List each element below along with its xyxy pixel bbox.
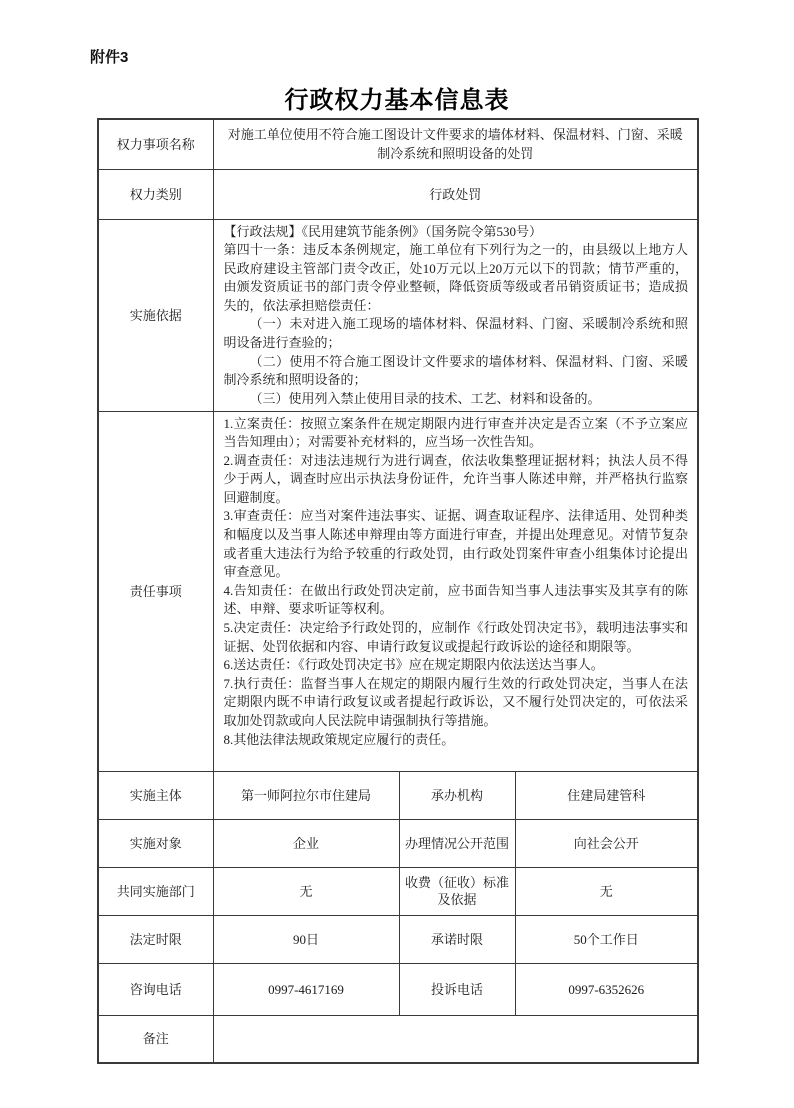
value-duties: [213, 411, 698, 771]
label-promise-limit: 承诺时限: [399, 915, 515, 963]
value-complaint-phone: 0997-6352626: [515, 963, 698, 1015]
value-fee: 无: [515, 867, 698, 915]
row-duties: [98, 411, 698, 771]
value-disclosure: 向社会公开: [515, 819, 698, 867]
basis-paragraph: 【行政法规】《民用建筑节能条例》（国务院令第530号）: [223, 223, 543, 239]
value-promise-limit: 50个工作日: [515, 915, 698, 963]
row-item-name: [98, 119, 698, 169]
row-implementer: [98, 771, 698, 819]
duty-item: 6.送达责任：《行政处罚决定书》应在规定期限内依法送达当事人。: [223, 657, 604, 673]
basis-paragraph: （一）未对进入施工现场的墙体材料、保温材料、门窗、采暖制冷系统和照明设备进行查验的；: [223, 316, 689, 351]
value-target: 企业: [213, 819, 399, 867]
basis-paragraph: （二）使用不符合施工图设计文件要求的墙体材料、保温材料、门窗、采暖制冷系统和照明设备的；: [223, 353, 689, 388]
duty-item: 3.审查责任：应当对案件违法事实、证据、调查取证程序、法律适用、处罚种类和幅度以及当事人陈述申辩理由等方面进行审查，并提出处理意见。对情节复杂或者重大违法行为给予较重的行政处罚，由行政处罚案件审查小组集体讨论提出审查意见。: [223, 508, 689, 580]
duty-item: 8.其他法律法规政策规定应履行的责任。: [223, 731, 455, 747]
row-joint-dept: [98, 867, 698, 915]
basis-paragraph: 第四十一条：违反本条例规定，施工单位有下列行为之一的，由县级以上地方人民政府建设主管部门责令改正，处10万元以上20万元以下的罚款；情节严重的，由颁发资质证书的部门责令停业整顿，降低资质等级或者吊销资质证书；造成损失的，依法承担赔偿责任：: [223, 242, 689, 313]
label-duties: 责任事项: [98, 411, 213, 771]
label-complaint-phone: 投诉电话: [399, 963, 515, 1015]
row-power-type: [98, 169, 698, 219]
duty-item: 4.告知责任：在做出行政处罚决定前，应书面告知当事人违法事实及其享有的陈述、申辩、要求听证等权利。: [223, 582, 689, 617]
label-item-name: 权力事项名称: [98, 119, 213, 169]
label-target: 实施对象: [98, 819, 213, 867]
row-remark: [98, 1015, 698, 1063]
label-legal-limit: 法定时限: [98, 915, 213, 963]
label-fee: 收费（征收）标准及依据: [399, 867, 515, 915]
label-implementer: 实施主体: [98, 771, 213, 819]
duty-item: 7.执行责任：监督当事人在规定的期限内履行生效的行政处罚决定，当事人在法定期限内既不申请行政复议或者提起行政诉讼，又不履行处罚决定的，可依法采取加处罚款或向人民法院申请强制执行等措施。: [223, 675, 689, 728]
value-legal-limit: 90日: [213, 915, 399, 963]
label-handling-org: 承办机构: [399, 771, 515, 819]
row-phones: [98, 963, 698, 1015]
value-implementer: 第一师阿拉尔市住建局: [213, 771, 399, 819]
label-joint-dept: 共同实施部门: [98, 867, 213, 915]
page-title: 行政权力基本信息表: [284, 88, 510, 114]
value-joint-dept: 无: [213, 867, 399, 915]
duty-item: 1.立案责任：按照立案条件在规定期限内进行审查并决定是否立案（不予立案应当告知理由）；对需要补充材料的，应当场一次性告知。: [223, 415, 689, 450]
duty-item: 5.决定责任：决定给予行政处罚的，应制作《行政处罚决定书》，载明违法事实和证据、处罚依据和内容、申请行政复议或提起行政诉讼的途径和期限等。: [223, 620, 689, 654]
value-handling-org: 住建局建管科: [515, 771, 698, 819]
value-remark: [213, 1015, 698, 1063]
attachment-label: 附件3: [90, 49, 129, 66]
duty-item: 2.调查责任：对违法违规行为进行调查，依法收集整理证据材料；执法人员不得少于两人，调查时应出示执法身份证件，允许当事人陈述申辩，并严格执行监察回避制度。: [223, 452, 689, 505]
value-power-type: 行政处罚: [213, 169, 698, 219]
label-consult-phone: 咨询电话: [98, 963, 213, 1015]
label-power-type: 权力类别: [98, 169, 213, 219]
label-disclosure: 办理情况公开范围: [399, 819, 515, 867]
row-target: [98, 819, 698, 867]
row-basis: [98, 219, 698, 411]
value-item-name: 对施工单位使用不符合施工图设计文件要求的墙体材料、保温材料、门窗、采暖制冷系统和照明设备的处罚: [213, 119, 698, 169]
basis-paragraph: （三）使用列入禁止使用目录的技术、工艺、材料和设备的。: [249, 390, 601, 406]
value-basis: [213, 219, 698, 411]
info-table: [97, 118, 699, 1064]
label-remark: 备注: [98, 1015, 213, 1063]
label-basis: 实施依据: [98, 219, 213, 411]
row-time-limit: [98, 915, 698, 963]
value-consult-phone: 0997-4617169: [213, 963, 399, 1015]
